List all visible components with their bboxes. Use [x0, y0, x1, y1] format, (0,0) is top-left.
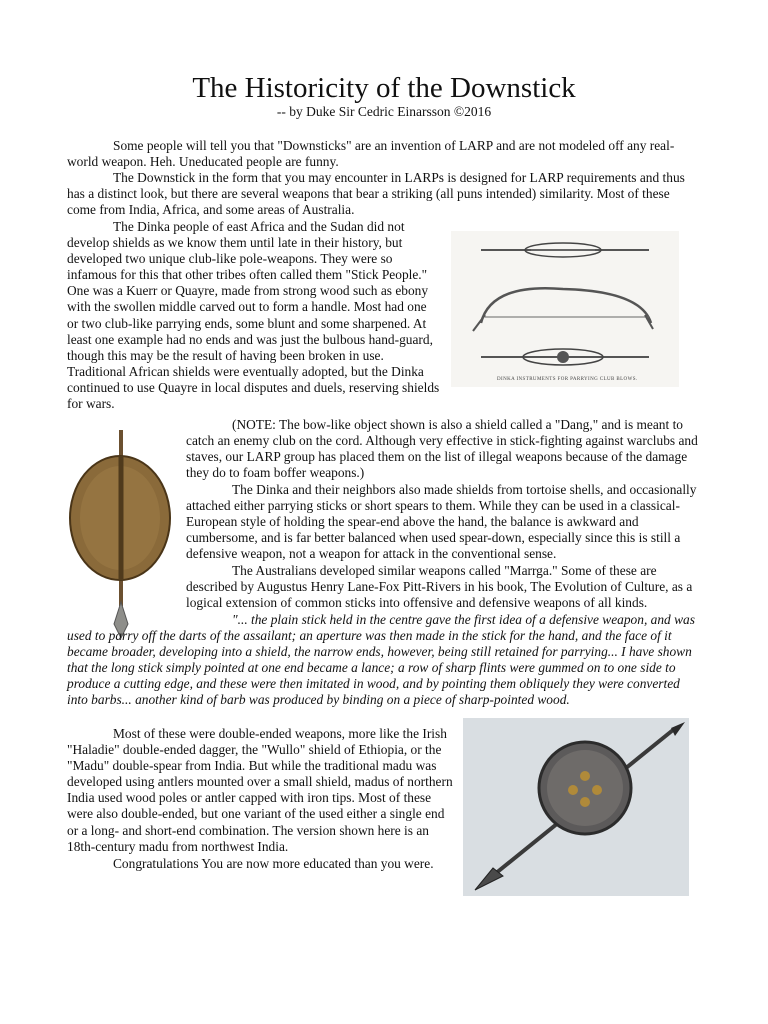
dinka-instruments-figure [451, 231, 679, 387]
paragraph-madu: Most of these were double-ended weapons, more like the Irish "Haladie" double-ended dagger, the "Wullo" shield of Ethiopia, or the "Madu" double-spear from India. But while the traditional madu was developed using antlers mounted over a small shield, madus of northern India used wood poles or antler capped with iron tips. Most of these were also double-ended, but one variant of the used either a single end or a long- and short-end combination. The version shown here is an 18th-century madu from northwest India. [67, 726, 453, 854]
page-title: The Historicity of the Downstick [192, 72, 576, 104]
paragraph-tortoise-shields: The Dinka and their neighbors also made shields from tortoise shells, and occasionally attached either parrying sticks or short spears to them. While they can be used in a classical-European style of holding the spear-end above the hand, the balance is awkward and cumbersome, and is far better balanced when used spear-down, especially since this is still a defensive weapon, not a weapon for attack in the conventional sense. [186, 482, 697, 562]
paragraph-intro: Some people will tell you that "Downsticks" are an invention of LARP and are not modeled off any real-world weapon. Heh. Uneducated people are funny. [67, 138, 675, 170]
paragraph-congratulations: Congratulations You are now more educated than you were. [113, 856, 434, 871]
dinka-figure-caption: DINKA INSTRUMENTS FOR PARRYING CLUB BLOWS. [497, 377, 638, 382]
pitt-rivers-quote: "... the plain stick held in the centre gave the first idea of a defensive weapon, and was used to parry off the darts of the assailant; an aperture was then made in the stick for the hand, and the face of it became broader, developing into a shield, the narrow ends, however, being still retained for parrying... I have shown that the long stick simply pointed at one end became a lance; a row of sharp flints were gummed on to one side to produce a cutting edge, and these were then imitated in wood, and by pointing them obliquely they were converted into barbs... another kind of barb was produced by binding on a piece of sharp-pointed wood. [67, 612, 695, 708]
madu-figure [463, 718, 689, 896]
dinka-instruments-illustration [451, 231, 679, 387]
paragraph-downstick-form: The Downstick in the form that you may encounter in LARPs is designed for LARP requirements and thus has a distinct look, but there are several weapons that bear a striking (all puns intended) similarity. Most of these come from India, Africa, and some areas of Australia. [67, 170, 685, 218]
paragraph-note: (NOTE: The bow-like object shown is also a shield called a "Dang," and is meant to catch an enemy club on the cord. Although very effective in stick-fighting against warclubs and staves, our LARP group has placed them on the list of illegal weapons because of the damage they do to foam boffer weapons.) [186, 417, 698, 481]
paragraph-australians: The Australians developed similar weapons called "Marrga." Some of these are described by Augustus Henry Lane-Fox Pitt-Rivers in his book, The Evolution of Culture, as a logical extension of common sticks into offensive and defensive weapons of all kinds. [186, 563, 693, 611]
madu-illustration [463, 718, 689, 896]
paragraph-dinka: The Dinka people of east Africa and the Sudan did not develop shields as we know them until late in their history, but developed two unique club-like pole-weapons. They were so infamous for this that other tribes often called them "Stick People." One was a Kuerr or Quayre, made from strong wood such as ebony with the swollen middle carved out to form a handle. Most had one or two club-like parrying ends, some blunt and some sharpened. At least one example had no ends and was just the bulbous hand-guard, though this may be the result of having been broken in use. Traditional African shields were eventually adopted, but the Dinka continued to use Quayre in local disputes and duels, reserving shields for wars. [67, 219, 440, 412]
byline: -- by Duke Sir Cedric Einarsson ©2016 [276, 104, 492, 119]
